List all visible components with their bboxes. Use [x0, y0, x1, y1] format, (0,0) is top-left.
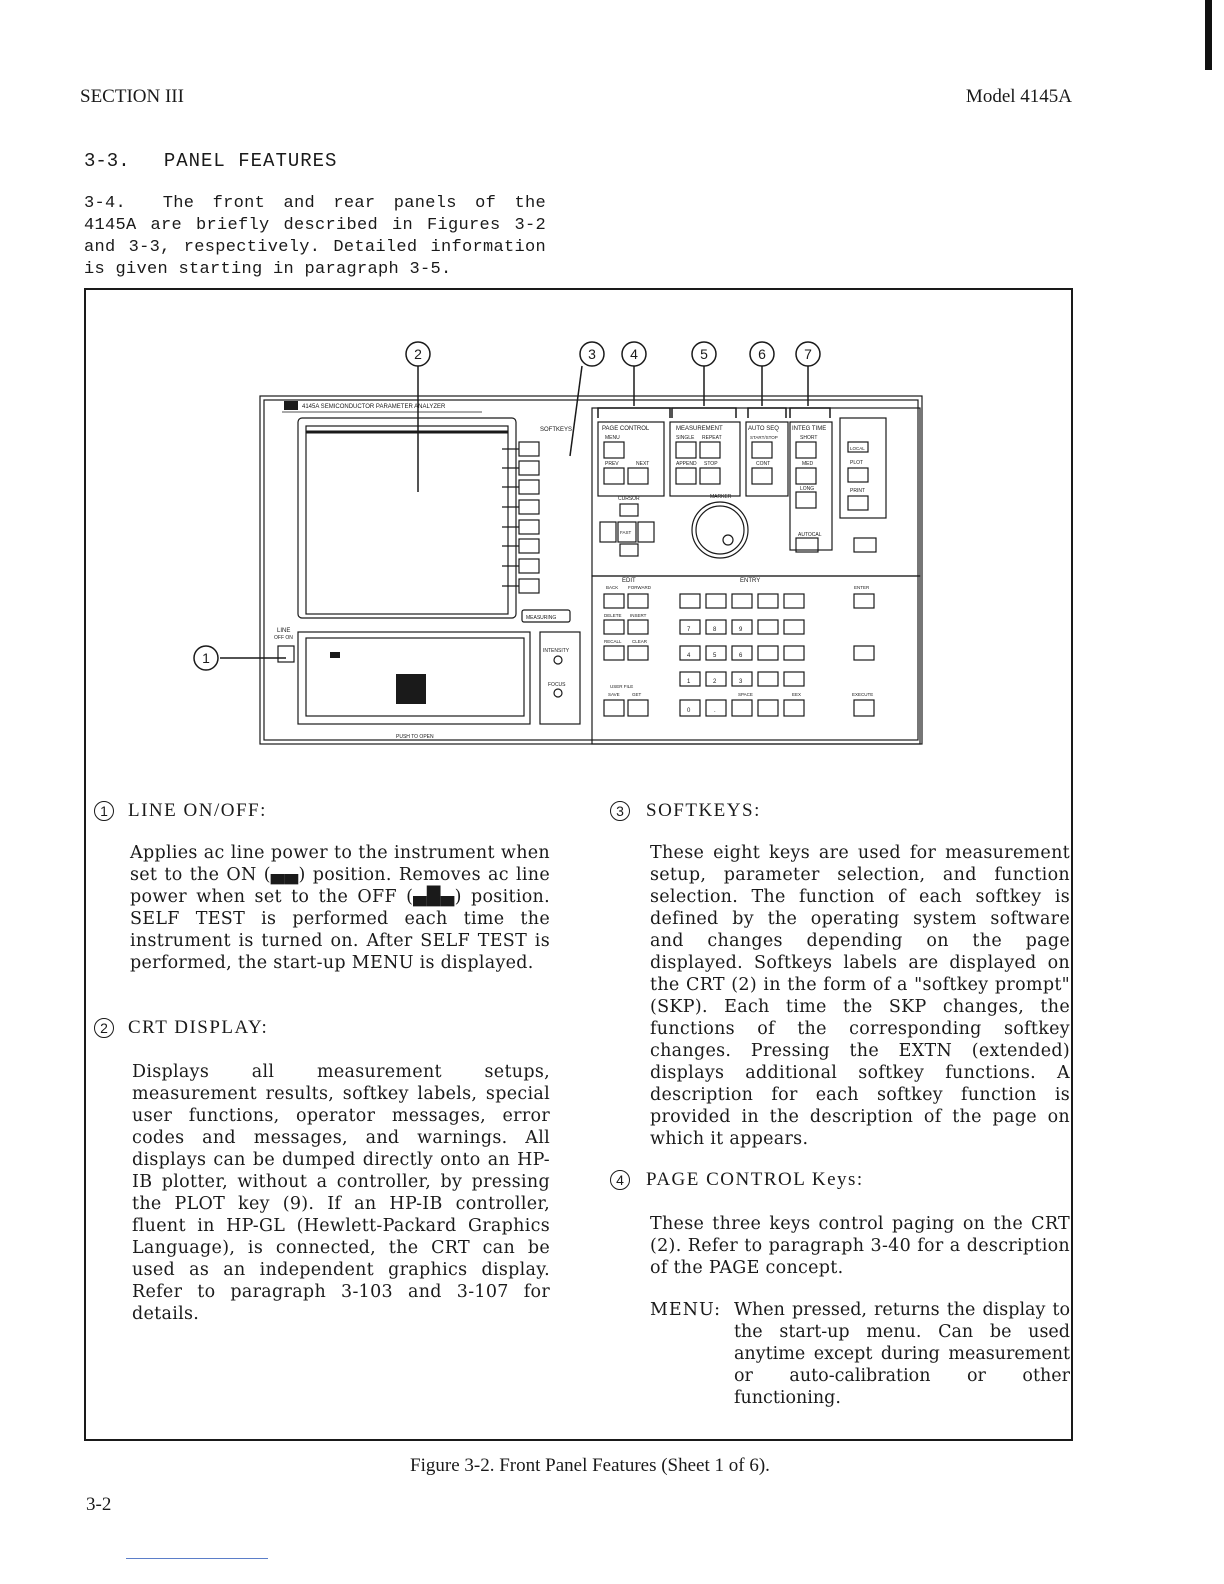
auto-seq-label: AUTO SEQ	[748, 426, 779, 432]
svg-text:2: 2	[414, 346, 422, 362]
item-number-badge: 2	[94, 1018, 114, 1038]
scan-edge-mark	[1205, 0, 1212, 70]
item-title: PAGE CONTROL Keys:	[646, 1169, 864, 1190]
front-panel-illustration	[170, 330, 950, 750]
model-header: Model 4145A	[965, 86, 1072, 107]
key-digit: 2	[713, 679, 717, 685]
section-heading: 3-3. PANEL FEATURES	[84, 150, 338, 172]
svg-text:1: 1	[202, 650, 210, 666]
med-key-label: MED	[802, 461, 814, 467]
space-key-label: SPACE	[738, 692, 753, 697]
svg-text:7: 7	[804, 346, 812, 362]
item-number-badge: 3	[610, 801, 630, 821]
item-body: Displays all measurement setups, measurement results, softkey labels, special user functions, operator messages, error codes and messages, and warnings. All displays can be dumped directly onto an HP-IB plotter, without a controller, by pressing the PLOT key (9). If an HP-IB controller, fluent in HP-GL (Hewlett-Packard Graphics Language), is connected, the CRT can be used as an independent graphics display. Refer to paragraph 3-103 and 3-107 for details.	[132, 1062, 550, 1324]
page-number: 3-2	[86, 1494, 112, 1515]
save-key-label: SAVE	[608, 692, 620, 697]
repeat-key-label: REPEAT	[702, 435, 722, 441]
focus-label: FOCUS	[548, 682, 566, 688]
callout-1	[194, 646, 218, 670]
svg-text:4: 4	[630, 346, 638, 362]
eex-key-label: EEX	[792, 692, 802, 697]
crt-bezel	[298, 418, 516, 618]
item-3	[610, 800, 1070, 1150]
user-file-label: USER FILE	[610, 684, 634, 689]
instrument-body	[260, 396, 922, 744]
key-digit: 3	[739, 679, 743, 685]
callout-6	[750, 342, 774, 366]
single-key-label: SINGLE	[676, 435, 695, 441]
integ-time-label: INTEG TIME	[792, 426, 827, 432]
plot-key-label: PLOT	[850, 460, 864, 466]
key-digit: 1	[687, 679, 691, 685]
next-key-label: NEXT	[636, 461, 650, 467]
softkeys-label: SOFTKEYS	[540, 427, 573, 433]
item-body: Applies ac line power to the instrument when set to the ON (▄▄) position. Removes ac line power when set to the OFF (▄█▄) position. SELF TEST is performed each time the instrument is turned on. After SELF TEST is performed, the start-up MENU is displayed.	[130, 843, 550, 973]
svg-text:5: 5	[700, 346, 708, 362]
line-switch	[278, 646, 294, 662]
callout-7	[796, 342, 820, 366]
item-body: These eight keys are used for measurement setup, parameter selection, and function selection. The function of each softkey is defined by the operating system software and changes depending on the page displayed. Softkeys labels are displayed on the CRT (2) in the form of a "softkey prompt" (SKP). Each time the SKP changes, the functions of the corresponding softkey changes. Pressing the EXTN (extended) displays additional softkey functions. A description for each softkey function is provided in the description of the page on which it appears.	[650, 843, 1070, 1149]
svg-text:6: 6	[758, 346, 766, 362]
menu-key-label: MENU	[605, 435, 620, 441]
stop-key-label: STOP	[704, 461, 718, 467]
print-key-label: PRINT	[850, 488, 865, 494]
footer-rule	[126, 1558, 268, 1559]
item-4	[610, 1169, 1070, 1409]
forward-key-label: FORWARD	[628, 585, 651, 590]
intensity-label: INTENSITY	[543, 648, 570, 654]
key-digit: 5	[713, 653, 717, 659]
execute-key-label: EXECUTE	[852, 692, 874, 697]
entry-label: ENTRY	[740, 578, 761, 584]
item-number-badge: 4	[610, 1170, 630, 1190]
key-digit: 4	[687, 653, 691, 659]
enter-key-label: ENTER	[854, 585, 870, 590]
figure-caption: Figure 3-2. Front Panel Features (Sheet 1 of 6).	[410, 1455, 770, 1476]
cursor-label: CURSOR	[618, 496, 640, 502]
item-2	[94, 1017, 550, 1325]
local-key-label: LOCAL	[850, 446, 865, 451]
delete-key-label: DELETE	[604, 613, 622, 618]
start-stop-key-label: START/STOP	[750, 435, 778, 440]
item-body: These three keys control paging on the CRT (2). Refer to paragraph 3-40 for a description of the PAGE concept.	[650, 1214, 1070, 1278]
insert-key-label: INSERT	[630, 613, 647, 618]
edit-label: EDIT	[622, 578, 636, 584]
fast-key-label: FAST	[620, 530, 632, 535]
term-definition	[650, 1299, 1070, 1409]
measurement-label: MEASUREMENT	[676, 426, 723, 432]
item-title: SOFTKEYS:	[646, 800, 761, 821]
recall-key-label: RECALL	[604, 639, 622, 644]
prev-key-label: PREV	[605, 461, 619, 467]
item-1	[94, 800, 550, 974]
key-digit: 0	[687, 708, 691, 714]
key-digit: 6	[739, 653, 743, 659]
line-label: LINE	[277, 628, 291, 634]
item-number-badge: 1	[94, 801, 114, 821]
clear-key-label: CLEAR	[632, 639, 648, 644]
callout-3	[580, 342, 604, 366]
section-header: SECTION III	[80, 86, 184, 107]
page-control-label: PAGE CONTROL	[602, 426, 650, 432]
term-label: MENU:	[650, 1300, 722, 1320]
push-to-open-label: PUSH TO OPEN	[396, 734, 434, 740]
long-key-label: LONG	[800, 486, 815, 492]
key-digit: 7	[687, 627, 691, 633]
callout-5	[692, 342, 716, 366]
control-section	[592, 408, 920, 576]
cont-key-label: CONT	[756, 461, 771, 467]
marker-knob	[692, 502, 748, 558]
marker-label: MARKER	[710, 494, 732, 500]
intro-paragraph: 3-4. The front and rear panels of the 4145A are briefly described in Figures 3-2 and 3-3, respectively. Detailed information is given starting in paragraph 3-5.	[84, 194, 546, 279]
back-key-label: BACK	[606, 585, 619, 590]
callout-4	[622, 342, 646, 366]
append-key-label: APPEND	[676, 461, 697, 467]
term-text: When pressed, returns the display to the start-up menu. Can be used anytime except during measurement or auto-calibration or other functioning.	[734, 1300, 1070, 1408]
short-key-label: SHORT	[800, 435, 818, 441]
callout-2	[406, 342, 430, 366]
key-digit: .	[714, 708, 716, 714]
item-title: CRT DISPLAY:	[128, 1017, 269, 1038]
crt-screen	[306, 426, 508, 614]
key-digit: 8	[713, 627, 717, 633]
hp-logo	[284, 401, 298, 410]
svg-text:3: 3	[588, 346, 596, 362]
key-digit: 9	[739, 627, 743, 633]
autocal-key-label: AUTOCAL	[798, 532, 822, 538]
line-offon-label: OFF ON	[274, 635, 293, 641]
brand-label: 4145A SEMICONDUCTOR PARAMETER ANALYZER	[302, 404, 446, 410]
get-key-label: GET	[632, 692, 642, 697]
item-title: LINE ON/OFF:	[128, 800, 267, 821]
measuring-label: MEASURING	[526, 615, 557, 621]
